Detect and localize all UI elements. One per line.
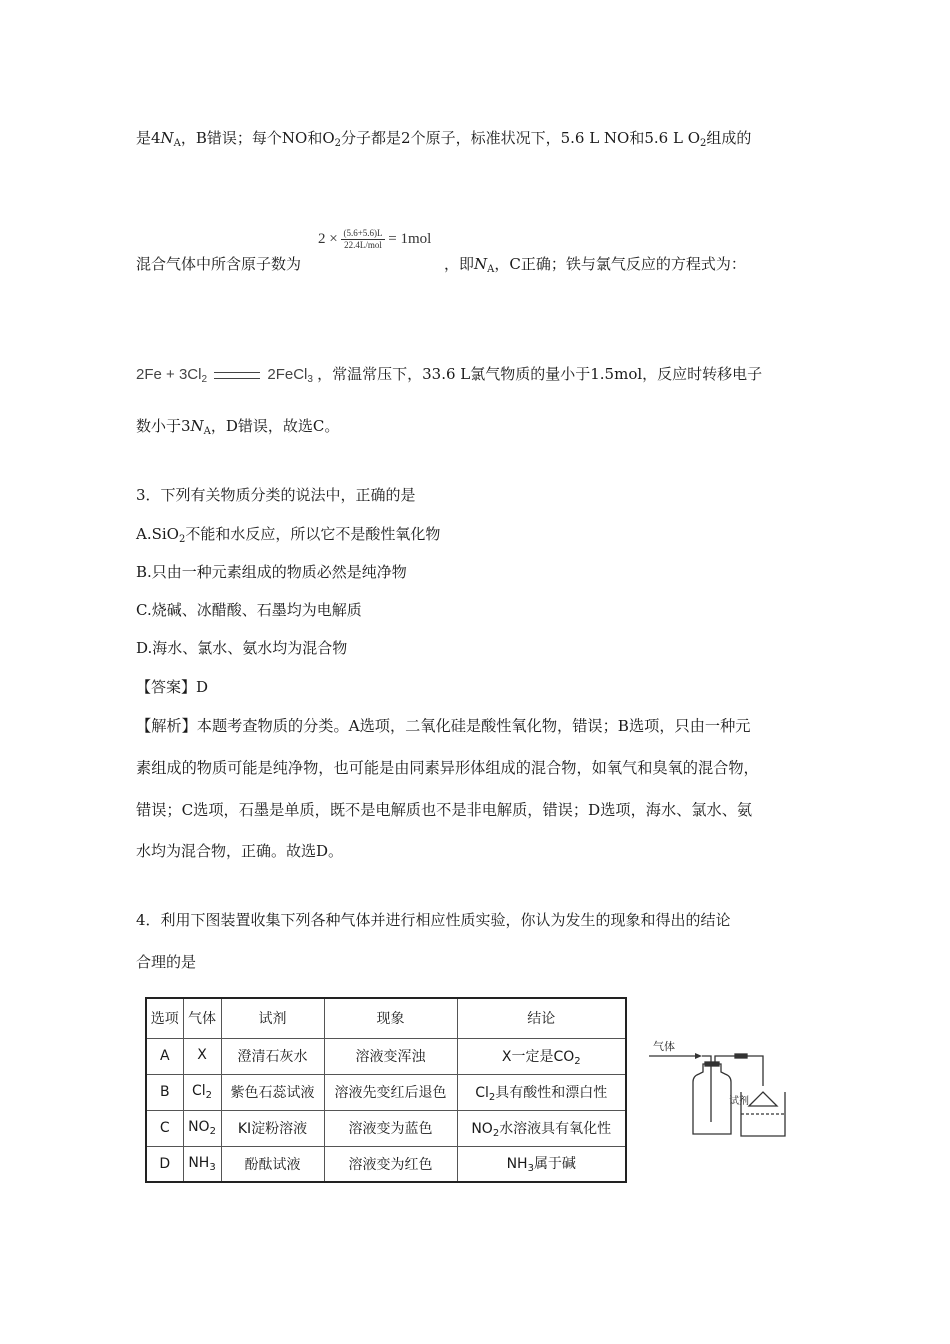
q3-explanation-1: 【解析】本题考查物质的分类。A选项，二氧化硅是酸性氧化物，错误；B选项，只由一种元 xyxy=(136,717,751,735)
q3-option-d: D.海水、氯水、氨水均为混合物 xyxy=(136,639,348,657)
cell-conclusion: $NO_2$水溶液具有氧化性 xyxy=(457,1110,626,1146)
table-row xyxy=(146,1110,626,1146)
inverted-funnel xyxy=(749,1092,777,1106)
cell-option: B xyxy=(146,1074,183,1110)
cell-reagent: 澄清石灰水 xyxy=(221,1038,324,1074)
iron-chlorine-equation: $2Fe + 3Cl_2$ 2FeCl$_3$ xyxy=(136,366,313,385)
header-phenomenon: 现象 xyxy=(324,998,457,1038)
cell-gas: $NO_2$ xyxy=(183,1110,221,1146)
table-header-row xyxy=(146,998,626,1038)
header-option: 选项 xyxy=(146,998,183,1038)
collection-bottle xyxy=(693,1064,731,1134)
cell-phenomenon: 溶液变为蓝色 xyxy=(324,1110,457,1146)
gas-label: 气体 xyxy=(653,1040,675,1053)
atom-count-formula: 2 × $\frac{(5.6+5.6)L}{\text{22.4L/mol}}$ = 1mol xyxy=(318,228,432,250)
gas-collection-apparatus xyxy=(645,1030,795,1140)
table-row xyxy=(146,1038,626,1074)
outlet-tube xyxy=(715,1056,763,1086)
header-gas: 气体 xyxy=(183,998,221,1038)
header-conclusion: 结论 xyxy=(457,998,626,1038)
q3-explanation-2: 素组成的物质可能是纯净物，也可能是由同素异形体组成的混合物，如氧气和臭氧的混合物， xyxy=(136,759,759,777)
cell-conclusion: $Cl_2$具有酸性和漂白性 xyxy=(457,1074,626,1110)
explanation-line-3: $2Fe + 3Cl_2$ 2FeCl$_3$ ，常温常压下，33.6 L氯气物质的量小于1.5mol，反应时转移电子 xyxy=(136,365,763,385)
q3-explanation-4: 水均为混合物，正确。故选D。 xyxy=(136,842,344,860)
q4-stem-2: 合理的是 xyxy=(136,953,197,971)
table-row xyxy=(146,1074,626,1110)
q3-option-a: A.SiO$_2$不能和水反应，所以它不是酸性氧化物 xyxy=(136,525,441,545)
cell-gas: $NH_3$ xyxy=(183,1146,221,1182)
cell-phenomenon: 溶液变浑浊 xyxy=(324,1038,457,1074)
cell-reagent: 酚酞试液 xyxy=(221,1146,324,1182)
q3-stem: 3．下列有关物质分类的说法中，正确的是 xyxy=(136,486,416,504)
cell-conclusion: $NH_3$属于碱 xyxy=(457,1146,626,1182)
cell-option: C xyxy=(146,1110,183,1146)
cell-conclusion: X一定是$CO_2$ xyxy=(457,1038,626,1074)
explanation-line-2: 混合气体中所含原子数为 ，即$N_A$，C正确；铁与氯气反应的方程式为： xyxy=(136,255,746,275)
q3-option-c: C.烧碱、冰醋酸、石墨均为电解质 xyxy=(136,601,362,619)
q3-option-b: B.只由一种元素组成的物质必然是纯净物 xyxy=(136,563,407,581)
q4-stem-1: 4．利用下图装置收集下列各种气体并进行相应性质实验，你认为发生的现象和得出的结论 xyxy=(136,911,731,929)
explanation-line-4: 数小于$3N_A$，D错误，故选C。 xyxy=(136,417,340,437)
header-reagent: 试剂 xyxy=(221,998,324,1038)
explanation-line-1: 是$4N_A$，B错误；每个NO和$O_2$分子都是2个原子，标准状况下，5.6 L NO和5.6 L $O_2$组成的 xyxy=(136,129,752,149)
cell-gas: X xyxy=(183,1038,221,1074)
cell-phenomenon: 溶液先变红后退色 xyxy=(324,1074,457,1110)
q3-explanation-3: 错误；C选项，石墨是单质，既不是电解质也不是非电解质，错误；D选项，海水、氯水、氨 xyxy=(136,801,753,819)
options-table xyxy=(145,997,627,1183)
cell-option: A xyxy=(146,1038,183,1074)
table-row xyxy=(146,1146,626,1182)
cell-reagent: KI淀粉溶液 xyxy=(221,1110,324,1146)
reagent-label: 试剂 xyxy=(729,1096,749,1107)
cell-reagent: 紫色石蕊试液 xyxy=(221,1074,324,1110)
cell-option: D xyxy=(146,1146,183,1182)
cell-gas: $Cl_2$ xyxy=(183,1074,221,1110)
q3-answer: 【答案】D xyxy=(136,678,209,696)
cell-phenomenon: 溶液变为红色 xyxy=(324,1146,457,1182)
